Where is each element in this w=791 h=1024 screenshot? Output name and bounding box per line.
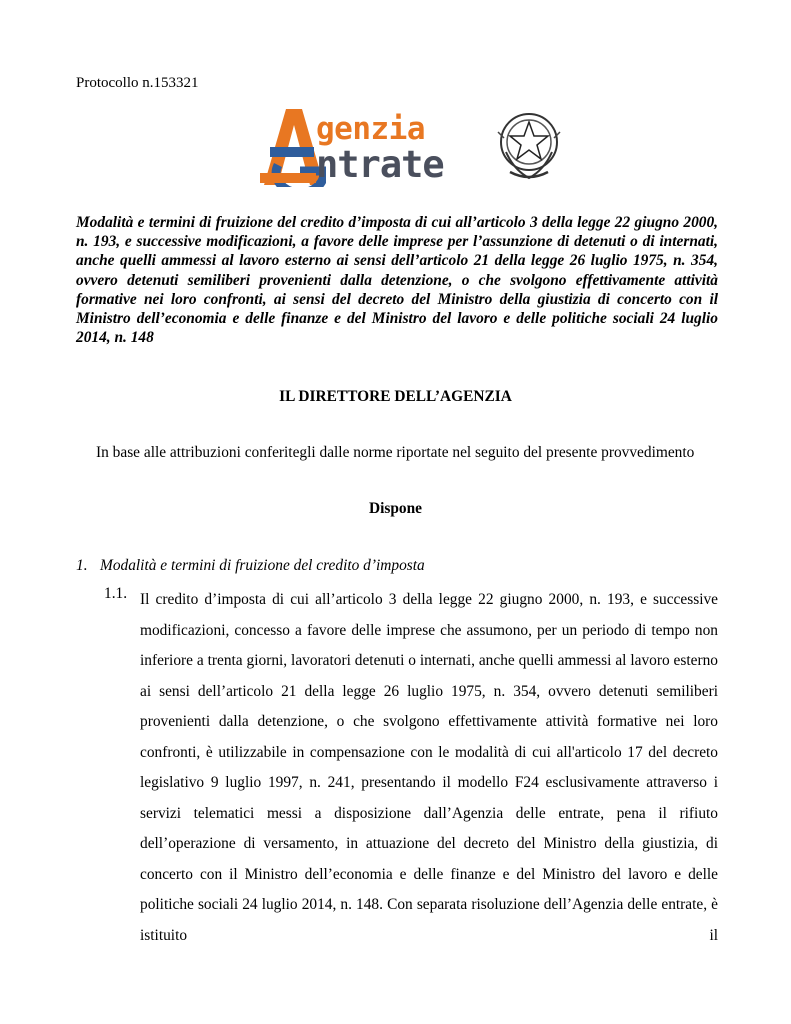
logo-line-ntrate: ntrate [316, 143, 444, 186]
document-title: Modalità e termini di fruizione del credito d’imposta di cui all’articolo 3 della legge 22 giugno 2000, n. 193, e successive modificazioni, a favore delle imprese per l’assunzione di detenuti o di internati, anche quelli ammessi al lavoro esterno ai sensi dell’articolo 21 della legge 26 luglio 1975, n. 354, ovvero detenuti semiliberi provenienti dalla detenzione, o che svolgono effettivamente attività formative nei loro confronti, ai sensi del decreto del Ministro della giustizia di concerto con il Ministro dell’economia e delle finanze e del Ministro del lavoro e delle politiche sociali 24 luglio 2014, n. 148 [76, 214, 718, 347]
protocol-number: Protocollo n.153321 [76, 75, 199, 91]
paragraph-1-1-number: 1.1. [104, 585, 128, 602]
section-1-title [76, 557, 425, 575]
section-1-title-text: Modalità e termini di fruizione del credito d’imposta [100, 557, 425, 574]
section-heading-direttore: IL DIRETTORE DELL’AGENZIA [279, 388, 512, 405]
repubblica-italiana-emblem-icon [496, 108, 562, 186]
dispone-heading: Dispone [368, 500, 423, 517]
paragraph-1-1-text: Il credito d’imposta di cui all’articolo 3 della legge 22 giugno 2000, n. 193, e successive modificazioni, concesso a favore delle imprese che assumono, per un periodo di tempo non inferiore a trenta giorni, lavoratori detenuti o internati, anche quelli ammessi al lavoro esterno ai sensi dell’articolo 21 della legge 26 luglio 1975, n. 354, ovvero detenuti semiliberi provenienti dalla detenzione, o che svolgono effettivamente attività formative nei loro confronti, è utilizzabile in compensazione con le modalità di cui all'articolo 17 del decreto legislativo 9 luglio 1997, n. 241, presentando il modello F24 esclusivamente attraverso i servizi telematici messi a disposizione dall’Agenzia delle entrate, pena il rifiuto dell’operazione di versamento, in attuazione del decreto del Ministro della giustizia, di concerto con il Ministro dell’economia e delle finanze e del Ministro del lavoro e delle politiche sociali 24 luglio 2014, n. 148. Con separata risoluzione dell’Agenzia delle entrate, è istituito il [140, 591, 718, 944]
logo-line-genzia: genzia [316, 111, 425, 147]
agenzia-entrate-logo [256, 107, 566, 187]
intro-paragraph: In base alle attribuzioni conferitegli dalle norme riportate nel seguito del presente provvedimento [96, 444, 695, 461]
section-1-number: 1. [76, 557, 88, 574]
